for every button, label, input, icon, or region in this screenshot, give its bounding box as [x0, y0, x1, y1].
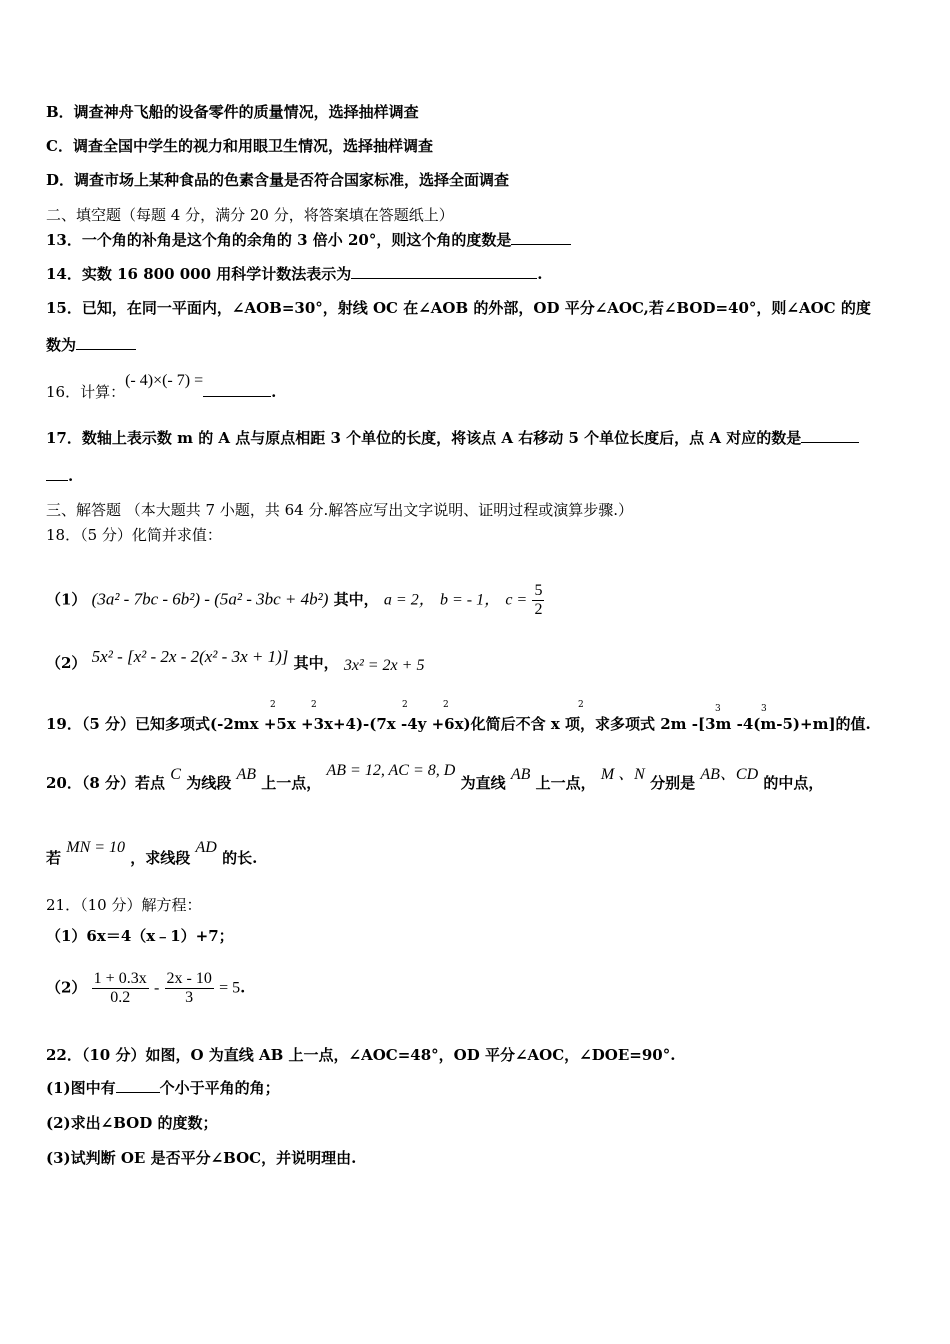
question-16	[46, 372, 277, 403]
q20-l2a: 若	[46, 849, 62, 867]
q22-part-1	[46, 1078, 280, 1098]
question-20-line2	[46, 839, 258, 869]
q21-fraction-2	[165, 970, 214, 1007]
q18-p1-c-den: 2	[534, 601, 543, 618]
q20-l1c: 上一点，	[261, 774, 322, 792]
q13-text: 13．一个角的补角是这个角的余角的 3 倍小 20°，则这个角的度数是	[46, 231, 512, 249]
q19-sup-f: 3	[715, 704, 721, 714]
q21-minus: -	[153, 979, 160, 997]
question-19: 19．（5 分）已知多项式(-2mx +5x +3x+4)-(7x -4y +6x)化简后不含 x 项，求多项式 2m -[3m -4(m-5)+m]的值.	[46, 715, 871, 733]
q13-answer-blank[interactable]	[511, 230, 571, 245]
q22-answer-blank[interactable]	[116, 1078, 160, 1093]
q22-part-3: (3)试判断 OE 是否平分∠BOC，并说明理由.	[46, 1149, 357, 1167]
q16-end: .	[271, 383, 277, 401]
q20-line-ab: AB	[510, 766, 531, 783]
question-15-line1: 15．已知，在同一平面内，∠AOB=30°，射线 OC 在∠AOB 的外部，OD 平分∠AOC,若∠BOD=40°，则∠AOC 的度	[46, 299, 871, 317]
q21-rhs: = 5	[219, 979, 241, 997]
q18-p2-expression: 5x² - [x² - 2x - 2(x² - 3x + 1)]	[91, 647, 289, 666]
q18-p1-b: b = - 1，	[439, 591, 501, 609]
question-17	[46, 428, 859, 448]
q18-title: 18．（5 分）化简并求值：	[46, 526, 222, 544]
q20-l1g: 的中点，	[763, 774, 824, 792]
q16-label: 16．计算：	[46, 383, 126, 401]
q19-sup-b: 2	[311, 700, 317, 710]
q20-mn-value: MN = 10	[66, 839, 126, 856]
q22-p1a: (1)图中有	[46, 1079, 116, 1097]
q16-answer-blank[interactable]	[203, 382, 271, 397]
q22-title: 22．（10 分）如图，O 为直线 AB 上一点，∠AOC=48°，OD 平分∠AOC，∠DOE=90°.	[46, 1046, 676, 1064]
q21-f1-num: 1 + 0.3x	[93, 970, 147, 987]
q18-p1-c: c =	[505, 591, 528, 609]
q21-fraction-1	[92, 970, 149, 1007]
q18-p1-c-fraction	[532, 582, 544, 619]
q21-part-1: （1）6x＝4（x﹣1）+7；	[46, 927, 234, 945]
q20-l1e: 上一点，	[535, 774, 596, 792]
q14-answer-blank[interactable]	[351, 264, 537, 279]
q21-f2-num: 2x - 10	[166, 970, 212, 987]
q20-l2b: ，求线段	[130, 849, 191, 867]
q20-l1b: 为线段	[186, 774, 232, 792]
q20-points-mn: M 、N	[600, 766, 645, 783]
q22-part-2: (2)求出∠BOD 的度数；	[46, 1114, 218, 1132]
q19-sup-a: 2	[270, 700, 276, 710]
q17-answer-blank-1[interactable]	[801, 428, 859, 443]
q20-point-c: C	[170, 766, 181, 783]
q14-end: .	[537, 265, 543, 283]
q19-sup-c: 2	[402, 700, 408, 710]
q21-f1-den: 0.2	[110, 989, 131, 1006]
question-15-line2	[46, 335, 136, 355]
question-14	[46, 264, 543, 284]
q19-sup-g: 3	[761, 704, 767, 714]
q18-p1-c-num: 5	[534, 582, 543, 599]
q15-answer-blank[interactable]	[76, 335, 136, 350]
q18-p1-expression: (3a² - 7bc - 6b²) - (5a² - 3bc + 4b²)	[91, 589, 329, 609]
q18-p2-label: （2）	[46, 654, 87, 672]
q20-l1d: 为直线	[460, 774, 506, 792]
q22-p1b: 个小于平角的角；	[159, 1079, 280, 1097]
q17-text: 17．数轴上表示数 m 的 A 点与原点相距 3 个单位的长度，将该点 A 右移动 5 个单位长度后，点 A 对应的数是	[46, 429, 802, 447]
q21-end: .	[240, 978, 246, 997]
q18-part-2	[46, 647, 425, 674]
q17-end: .	[68, 467, 74, 485]
q17-answer-blank-2[interactable]	[46, 466, 68, 481]
q21-title: 21．（10 分）解方程：	[46, 896, 202, 914]
question-20-line1	[46, 762, 824, 794]
q18-p2-condition: 3x² = 2x + 5	[343, 657, 425, 674]
q21-f2-den: 3	[185, 989, 194, 1006]
option-b: B．调查神舟飞船的设备零件的质量情况，选择抽样调查	[46, 103, 419, 121]
q20-l1f: 分别是	[650, 774, 696, 792]
q14-text: 14．实数 16 800 000 用科学计数法表示为	[46, 265, 352, 283]
q20-seg-ad: AD	[195, 839, 217, 856]
q21-part-2	[46, 970, 245, 1007]
q18-p1-a: a = 2，	[383, 591, 435, 609]
q18-p1-where: 其中，	[333, 590, 379, 609]
q19-sup-d: 2	[443, 700, 449, 710]
section-3-heading: 三、解答题 （本大题共 7 小题，共 64 分.解答应写出文字说明、证明过程或演算步骤.）	[46, 501, 634, 519]
q16-expression: (- 4)×(- 7) =	[125, 372, 204, 389]
option-c: C．调查全国中学生的视力和用眼卫生情况，选择抽样调查	[46, 137, 433, 155]
q20-segments: AB、CD	[700, 766, 759, 783]
question-13	[46, 230, 571, 250]
q18-p2-where: 其中，	[293, 654, 339, 672]
q18-p1-label: （1）	[46, 590, 87, 609]
q18-part-1	[46, 582, 544, 619]
q15-line2-text: 数为	[46, 336, 77, 354]
option-d: D．调查市场上某种食品的色素含量是否符合国家标准，选择全面调查	[46, 171, 510, 189]
q20-seg-ab: AB	[236, 766, 256, 783]
q20-condition: AB = 12, AC = 8, D	[326, 762, 456, 779]
q19-sup-e: 2	[578, 700, 584, 710]
q20-l2c: 的长.	[222, 849, 258, 867]
q20-l1a: 20．（8 分）若点	[46, 774, 166, 792]
section-2-heading: 二、填空题（每题 4 分，满分 20 分，将答案填在答题纸上）	[46, 206, 454, 224]
q21-p2-label: （2）	[46, 978, 87, 997]
question-17-line2	[46, 466, 73, 486]
